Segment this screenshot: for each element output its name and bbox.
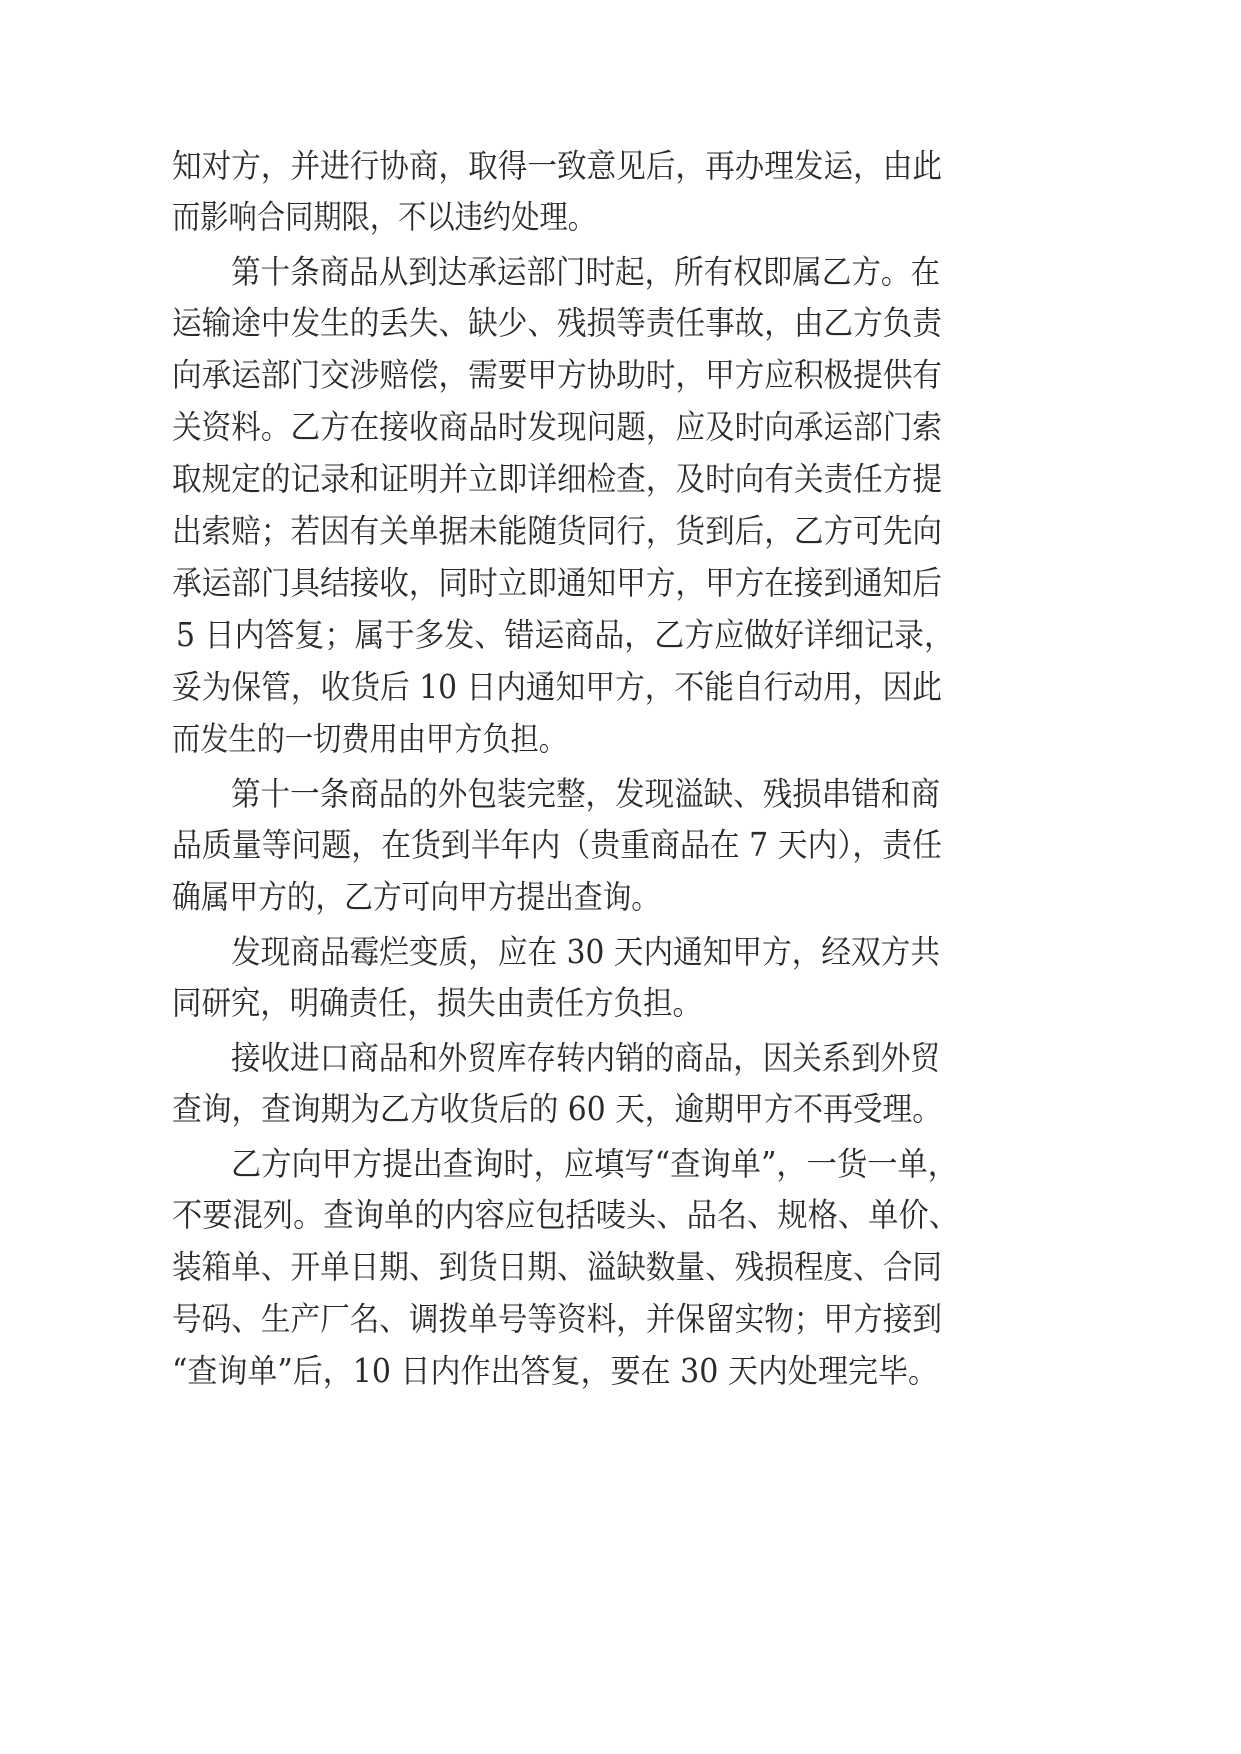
text-line: 乙方向甲方提出查询时，应填写“查询单”，一货一单， xyxy=(231,1145,958,1183)
text-line: 出索赔；若因有关单据未能随货同行，货到后，乙方可先向 xyxy=(172,512,942,550)
text-line: 装箱单、开单日期、到货日期、溢缺数量、残损程度、合同 xyxy=(172,1248,942,1286)
text-line: 不要混列。查询单的内容应包括唛头、品名、规格、单价、 xyxy=(172,1196,959,1234)
text-line: 确属甲方的，乙方可向甲方提出查询。 xyxy=(172,878,660,916)
text-line: 承运部门具结接收，同时立即通知甲方，甲方在接到通知后 xyxy=(172,564,942,602)
text-line: 取规定的记录和证明并立即详细检查，及时向有关责任方提 xyxy=(172,460,942,498)
text-line: 接收进口商品和外贸库存转内销的商品，因关系到外贸 xyxy=(231,1039,940,1077)
text-line: 而影响合同期限，不以违约处理。 xyxy=(172,198,596,236)
text-line: 第十一条商品的外包装完整，发现溢缺、残损串错和商 xyxy=(231,775,940,813)
text-line: 第十条商品从到达承运部门时起，所有权即属乙方。在 xyxy=(231,253,940,291)
text-line: 5 日内答复；属于多发、错运商品，乙方应做好详细记录， xyxy=(176,616,954,654)
text-line: “查询单”后，10 日内作出答复，要在 30 天内处理完毕。 xyxy=(172,1352,938,1390)
text-line: 发现商品霉烂变质，应在 30 天内通知甲方，经双方共 xyxy=(231,933,940,971)
text-line: 同研究，明确责任，损失由责任方负担。 xyxy=(172,984,702,1022)
text-line: 关资料。乙方在接收商品时发现问题，应及时向承运部门索 xyxy=(172,408,942,446)
text-line: 品质量等问题，在货到半年内（贵重商品在 7 天内），责任 xyxy=(172,826,942,864)
text-line: 而发生的一切费用由甲方负担。 xyxy=(172,720,567,758)
text-line: 向承运部门交涉赔偿，需要甲方协助时，甲方应积极提供有 xyxy=(172,356,942,394)
text-line: 知对方，并进行协商，取得一致意见后，再办理发运，由此 xyxy=(172,147,942,185)
text-line: 号码、生产厂名、调拨单号等资料，并保留实物；甲方接到 xyxy=(172,1300,942,1338)
text-line: 妥为保管，收货后 10 日内通知甲方，不能自行动用，因此 xyxy=(172,668,942,706)
text-line: 查询，查询期为乙方收货后的 60 天，逾期甲方不再受理。 xyxy=(172,1090,942,1128)
text-line: 运输途中发生的丢失、缺少、残损等责任事故，由乙方负责 xyxy=(172,304,942,342)
